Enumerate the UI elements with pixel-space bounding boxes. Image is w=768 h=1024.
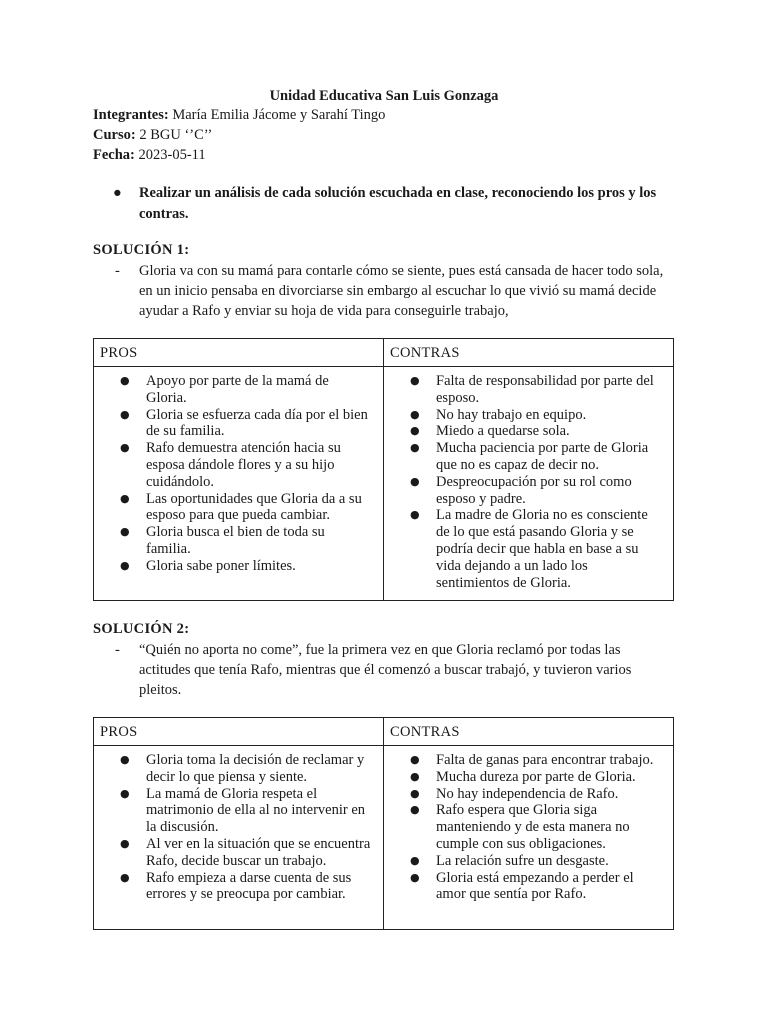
list-item: ● Gloria sabe poner límites. xyxy=(94,558,373,575)
list-item: ● La mamá de Gloria respeta el matrimonio de ella al no intervenir en la discusión. xyxy=(94,786,373,836)
dash-icon: - xyxy=(115,642,120,658)
bullet-icon: ● xyxy=(113,185,122,201)
list-item: ● No hay independencia de Rafo. xyxy=(384,786,663,803)
solution-2-pros-list xyxy=(94,752,373,903)
task-text: Realizar un análisis de cada solución escuchada en clase, reconociendo los pros y los contras. xyxy=(139,185,657,222)
solution-1-contras-cell xyxy=(384,367,674,601)
date-line xyxy=(93,145,206,165)
solution-2-text: “Quién no aporta no come”, fue la primera vez en que Gloria reclamó por todas las actitudes que tenía Rafo, mientras que él comenzó a buscar trabajó, y tuvieron varios pleitos. xyxy=(139,642,632,698)
course-label: Curso: xyxy=(93,127,136,143)
list-item: ● Las oportunidades que Gloria da a su esposo para que pueda cambiar. xyxy=(94,491,373,525)
solution-2-contras-list xyxy=(384,752,663,903)
date-label: Fecha: xyxy=(93,147,135,163)
solution-1-pros-header: PROS xyxy=(94,339,384,367)
school-title: Unidad Educativa San Luis Gonzaga xyxy=(269,88,499,104)
list-item: ● La madre de Gloria no es consciente de lo que está pasando Gloria y se podría decir que habla en base a su vida dejando a un lado los sentimientos de Gloria. xyxy=(384,507,663,591)
solution-2-pros-header: PROS xyxy=(94,718,384,746)
task-instruction xyxy=(113,183,683,225)
solution-1-contras-header: CONTRAS xyxy=(384,339,674,367)
list-item: ● No hay trabajo en equipo. xyxy=(384,407,663,424)
list-item: ● Gloria se esfuerza cada día por el bien de su familia. xyxy=(94,407,373,441)
list-item: ● Miedo a quedarse sola. xyxy=(384,423,663,440)
solution-1-heading: SOLUCIÓN 1: xyxy=(93,242,190,258)
solution-1-pros-cell xyxy=(94,367,384,601)
solution-2-description xyxy=(115,640,675,700)
solution-1-description xyxy=(115,261,675,321)
solution-2-heading: SOLUCIÓN 2: xyxy=(93,621,190,637)
solution-1-contras-list xyxy=(384,373,663,591)
members-value: María Emilia Jácome y Sarahí Tingo xyxy=(172,107,386,123)
list-item: ● Apoyo por parte de la mamá de Gloria. xyxy=(94,373,373,407)
list-item: ● Rafo demuestra atención hacia su esposa dándole flores y a su hijo cuidándolo. xyxy=(94,440,373,490)
solution-2-table xyxy=(93,717,674,930)
list-item: ● Falta de ganas para encontrar trabajo. xyxy=(384,752,663,769)
course-line xyxy=(93,125,212,145)
list-item: ● Gloria está empezando a perder el amor que sentía por Rafo. xyxy=(384,870,663,904)
solution-2-contras-cell xyxy=(384,746,674,930)
list-item: ● Rafo espera que Gloria siga manteniendo y de esta manera no cumple con sus obligaciones. xyxy=(384,802,663,852)
solution-2-contras-header: CONTRAS xyxy=(384,718,674,746)
list-item: ● Despreocupación por su rol como esposo y padre. xyxy=(384,474,663,508)
course-value: 2 BGU ‘’C’’ xyxy=(139,127,213,143)
solution-1-pros-list xyxy=(94,373,373,575)
list-item: ● Gloria toma la decisión de reclamar y decir lo que piensa y siente. xyxy=(94,752,373,786)
members-label: Integrantes: xyxy=(93,107,169,123)
list-item: ● Mucha dureza por parte de Gloria. xyxy=(384,769,663,786)
list-item: ● Mucha paciencia por parte de Gloria que no es capaz de decir no. xyxy=(384,440,663,474)
solution-1-text: Gloria va con su mamá para contarle cómo se siente, pues está cansada de hacer todo sola, en un inicio pensaba en divorciarse sin embargo al escuchar lo que vivió su mamá decide ayudar a Rafo y enviar su hoja de vida para conseguirle trabajo, xyxy=(139,263,664,319)
members-line xyxy=(93,105,385,125)
list-item: ● Gloria busca el bien de toda su familia. xyxy=(94,524,373,558)
list-item: ● Rafo empieza a darse cuenta de sus errores y se preocupa por cambiar. xyxy=(94,870,373,904)
dash-icon: - xyxy=(115,263,120,279)
solution-2-pros-cell xyxy=(94,746,384,930)
list-item: ● La relación sufre un desgaste. xyxy=(384,853,663,870)
date-value: 2023-05-11 xyxy=(138,147,206,163)
list-item: ● Al ver en la situación que se encuentra Rafo, decide buscar un trabajo. xyxy=(94,836,373,870)
list-item: ● Falta de responsabilidad por parte del esposo. xyxy=(384,373,663,407)
solution-1-table xyxy=(93,338,674,601)
